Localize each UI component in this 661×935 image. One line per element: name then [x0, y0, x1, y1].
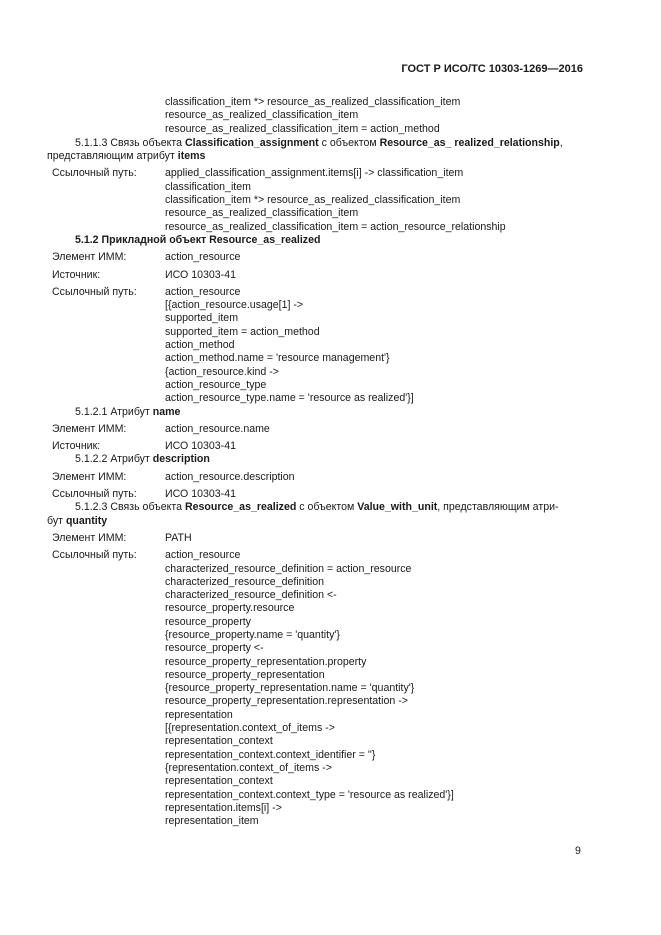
element-row: Элемент ИММ: PATH — [52, 531, 192, 544]
path-line: {resource_property.name = 'quantity'} — [165, 628, 340, 641]
path-line: [{representation.context_of_items -> — [165, 722, 335, 735]
section-5-1-2-2-heading: 5.1.2.2 Атрибут description — [75, 453, 210, 466]
path-line: resource_as_realized_classification_item = action_method — [165, 122, 440, 135]
reference-path-row: Ссылочный путь: action_resource — [52, 285, 241, 298]
reference-path-row: Ссылочный путь: applied_classification_assignment.items[i] -> classification_item — [52, 167, 464, 180]
path-line: resource_property — [165, 615, 251, 628]
reference-path-row: Ссылочный путь: action_resource — [52, 549, 241, 562]
page-number: 9 — [575, 845, 581, 857]
path-line: classification_item *> resource_as_realized_classification_item — [165, 96, 461, 108]
path-line: resource_property_representation.representation -> — [165, 695, 408, 708]
path-line: resource_as_realized_classification_item — [165, 109, 359, 122]
path-line: resource_property_representation — [165, 668, 325, 681]
reference-path-label: Ссылочный путь: — [52, 167, 137, 180]
path-line: representation_context.context_identifier = ''} — [165, 748, 376, 761]
reference-path-row: Ссылочный путь: ИСО 10303-41 — [52, 488, 236, 501]
path-line: classification_item — [165, 180, 251, 193]
path-line: action_method.name = 'resource management'} — [165, 352, 390, 365]
page-header-title: ГОСТ Р ИСО/ТС 10303-1269—2016 — [401, 63, 583, 75]
path-line: action_resource_type — [165, 378, 267, 391]
section-5-1-2-3-heading-cont: бут quantity — [47, 514, 108, 527]
path-line: representation.items[i] -> — [165, 801, 282, 814]
path-line: action_method — [165, 339, 235, 352]
element-row: Элемент ИММ: action_resource.description — [52, 470, 295, 483]
element-row: Элемент ИММ: action_resource.name — [52, 422, 270, 435]
path-line: representation_context.context_type = 'resource as realized'}] — [165, 788, 454, 801]
path-line: {action_resource.kind -> — [165, 365, 279, 378]
document-body — [47, 96, 587, 828]
path-line: [{action_resource.usage[1] -> — [165, 299, 304, 312]
path-line: resource_property_representation.property — [165, 655, 367, 668]
path-line: characterized_resource_definition <- — [165, 589, 337, 602]
path-line: representation_context — [165, 775, 273, 788]
path-line: {resource_property_representation.name = 'quantity'} — [165, 682, 415, 695]
path-line: action_resource_type.name = 'resource as realized'}] — [165, 392, 414, 405]
top-path-block — [47, 96, 587, 136]
path-line: supported_item = action_method — [165, 325, 320, 338]
path-line: {representation.context_of_items -> — [165, 761, 332, 774]
section-5-1-2-heading: 5.1.2 Прикладной объект Resource_as_realized — [75, 233, 321, 246]
path-line: representation_item — [165, 815, 259, 828]
path-line: representation — [165, 708, 233, 721]
section-5-1-2-1-heading: 5.1.2.1 Атрибут name — [75, 405, 181, 418]
path-line: resource_as_realized_classification_item = action_resource_relationship — [165, 220, 506, 233]
path-line: resource_property <- — [165, 642, 264, 655]
path-line: characterized_resource_definition = action_resource — [165, 562, 412, 575]
path-line: resource_as_realized_classification_item — [165, 207, 359, 220]
path-line: classification_item *> resource_as_realized_classification_item — [165, 194, 461, 207]
source-row: Источник: ИСО 10303-41 — [52, 268, 236, 281]
path-line: characterized_resource_definition — [165, 575, 324, 588]
element-row: Элемент ИММ: action_resource — [52, 251, 241, 264]
source-row: Источник: ИСО 10303-41 — [52, 440, 236, 453]
path-line: supported_item — [165, 312, 239, 325]
path-line: resource_property.resource — [165, 602, 295, 615]
section-5-1-1-3-heading: 5.1.1.3 Связь объекта Classification_assignment с объектом Resource_as_ realized_relationship, представляющим атрибут items — [47, 136, 563, 163]
section-5-1-2-3-heading: 5.1.2.3 Связь объекта Resource_as_realized с объектом Value_with_unit, представляющим атри- — [75, 501, 559, 514]
path-line: representation_context — [165, 735, 273, 748]
